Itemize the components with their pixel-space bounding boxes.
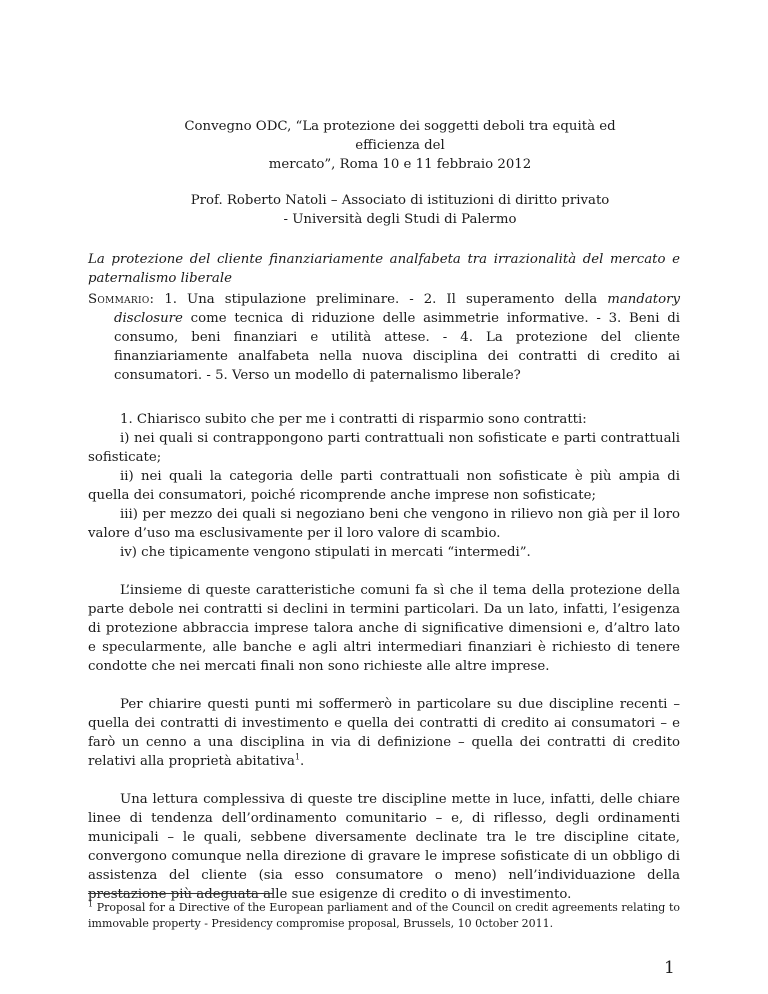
footnote-reference[interactable]: 1 bbox=[294, 752, 301, 762]
paragraph-7-end: . bbox=[300, 754, 305, 769]
conference-header-line1: Convegno ODC, “La protezione dei soggetti deboli tra equità ed efficienza del bbox=[184, 119, 616, 153]
footnote-text: Proposal for a Directive of the European parliament and of the Council on credit agreements relating to immovable property - Presidency compromise proposal, Brussels, 10 0ctober 2011. bbox=[88, 901, 680, 930]
paragraph-5: iv) che tipicamente vengono stipulati in mercati “intermedi”. bbox=[120, 545, 531, 560]
paper-title: La protezione del cliente finanziariamente analfabeta tra irrazionalità del mercato e paternalismo liberale bbox=[88, 252, 680, 286]
author-block bbox=[150, 191, 650, 229]
paragraph-8: Una lettura complessiva di queste tre discipline mette in luce, infatti, delle chiare linee di tendenza dell’ordinamento comunitario – e, di riflesso, degli ordinamenti municipali – le quali, sebbene diversamente declinate tra le tre discipline citate, convergono comunque nella direzione di gravare le imprese sofisticate di un obbligo di assistenza del cliente (sia esso consumatore o meno) nell’individuazione della prestazione più adeguata alle sue esigenze di credito o di investimento. bbox=[88, 792, 680, 902]
author-line2: - Università degli Studi di Palermo bbox=[283, 212, 517, 227]
conference-header bbox=[150, 117, 650, 174]
conference-header-line2: mercato”, Roma 10 e 11 febbraio 2012 bbox=[268, 157, 532, 172]
summary-text-2: come tecnica di riduzione delle asimmetrie informative. - 3. Beni di consumo, beni finanziari e utilità attese. - 4. La protezione del cliente finanziariamente analfabeta nella nuova disciplina dei contratti di credito ai consumatori. - 5. Verso un modello di paternalismo liberale? bbox=[114, 311, 680, 383]
footnote bbox=[88, 900, 680, 932]
paragraph-6: L’insieme di queste caratteristiche comuni fa sì che il tema della protezione della parte debole nei contratti si declini in termini particolari. Da un lato, infatti, l’esigenza di protezione abbraccia imprese talora anche di significative dimensioni e, d’altro lato e specularmente, alle banche e agli altri intermediari finanziari è richiesto di tenere condotte che nei mercati finali non sono richieste alle altre imprese. bbox=[88, 583, 680, 674]
footnote-mark: 1 bbox=[88, 899, 94, 909]
paragraph-7-text: Per chiarire questi punti mi soffermerò in particolare su due discipline recenti – quella dei contratti di investimento e quella dei contratti di credito ai consumatori – e farò un cenno a una disciplina in via di definizione – quella dei contratti di credito relativi alla proprietà abitativa bbox=[88, 697, 680, 769]
paragraph-1: 1. Chiarisco subito che per me i contratti di risparmio sono contratti: bbox=[120, 412, 587, 427]
paragraph-2: i) nei quali si contrappongono parti contrattuali non sofisticate e parti contrattuali sofisticate; bbox=[88, 431, 680, 465]
author-line1: Prof. Roberto Natoli – Associato di istituzioni di diritto privato bbox=[190, 193, 610, 208]
paragraph-3: ii) nei quali la categoria delle parti contrattuali non sofisticate è più ampia di quella dei consumatori, poiché ricomprende anche imprese non sofisticate; bbox=[88, 469, 680, 503]
summary bbox=[88, 290, 680, 385]
footnote-divider bbox=[88, 893, 273, 894]
paragraph-4: iii) per mezzo dei quali si negoziano beni che vengono in rilievo non già per il loro valore d’uso ma esclusivamente per il loro valore di scambio. bbox=[88, 507, 680, 541]
page-number: 1 bbox=[664, 958, 675, 978]
summary-emphasis: mandatory disclosure bbox=[114, 292, 680, 326]
summary-label: Sommario: bbox=[88, 292, 155, 307]
paragraph-7 bbox=[88, 695, 680, 771]
body-text bbox=[88, 410, 680, 904]
summary-text-1: 1. Una stipulazione preliminare. - 2. Il superamento della bbox=[154, 292, 608, 307]
